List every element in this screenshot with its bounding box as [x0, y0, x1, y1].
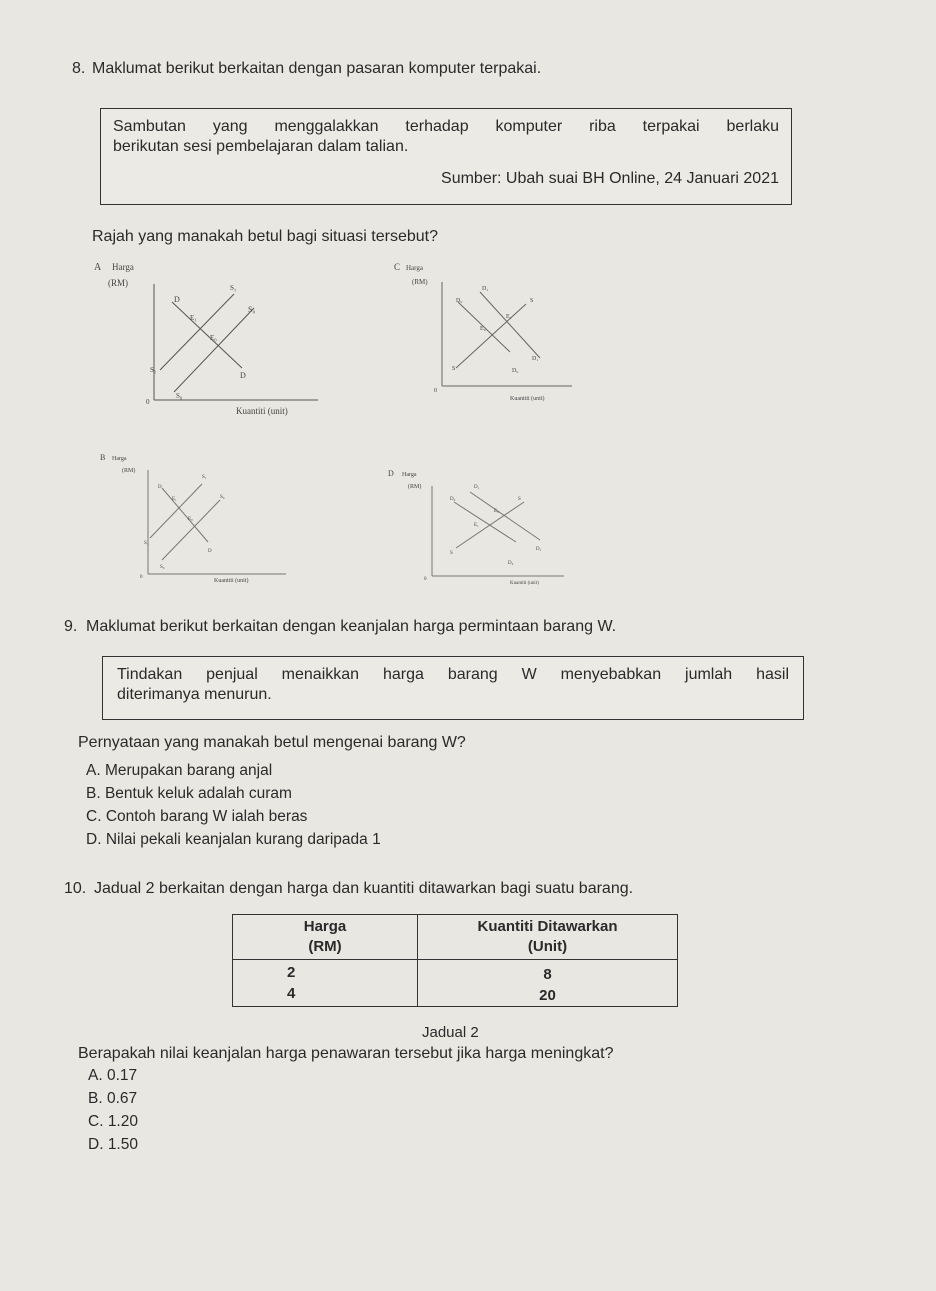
graph-a-demand-line: [172, 302, 242, 368]
graph-a: [90, 258, 330, 428]
q10-number: 10.: [64, 880, 87, 897]
q9-number: 9.: [64, 618, 78, 635]
graph-d-d0-top: D₀: [450, 497, 456, 502]
graph-d-yunit: (RM): [408, 484, 422, 490]
q9-option-letter: A.: [86, 762, 101, 779]
graph-b-ylabel: Harga: [112, 456, 127, 462]
q9-option-text: Bentuk keluk adalah curam: [104, 785, 292, 802]
graph-a-e0: E₀: [210, 334, 217, 342]
q9-box-line2: diterimanya menurun.: [117, 686, 272, 703]
q10-option-text: 1.20: [107, 1113, 138, 1130]
graph-b-s0-bottom: S₀: [160, 565, 165, 570]
q9-option-c[interactable]: [86, 808, 307, 826]
table-header-price: [233, 915, 418, 960]
graph-c-s-bottom: S: [452, 366, 456, 372]
q10-option-letter: C.: [88, 1113, 104, 1130]
graph-b-yunit: (RM): [122, 468, 136, 474]
graph-d-s-bottom: S: [450, 551, 453, 556]
q9-option-a[interactable]: [86, 762, 272, 780]
q8-box-line1: Sambutan yang menggalakkan terhadap komputer riba terpakai berlaku: [113, 118, 779, 135]
graph-c-d0-top: D₀: [456, 298, 463, 304]
graph-b-s0-top: S₀: [220, 495, 225, 500]
table-header-quantity-line1: Kuantiti Ditawarkan: [477, 918, 618, 935]
graph-a-d-bottom: D: [240, 371, 246, 380]
graph-c-d0-bottom: D₀: [512, 368, 519, 374]
q9-info-box: [102, 656, 804, 720]
graph-d-origin: 0: [424, 577, 427, 582]
graph-c-e0: E₀: [480, 326, 486, 332]
q10-question: Berapakah nilai keanjalan harga penawaran tersebut jika harga meningkat?: [78, 1045, 614, 1062]
graph-a-e1: E₁: [190, 314, 197, 322]
graph-b-s1-bottom: S₁: [144, 541, 149, 546]
table-cell-quantity: 8: [418, 960, 678, 984]
q10-option-letter: D.: [88, 1136, 104, 1153]
q10-option-letter: B.: [88, 1090, 103, 1107]
q9-option-text: Nilai pekali keanjalan kurang daripada 1: [105, 831, 381, 848]
graph-a-ylabel: Harga: [112, 262, 134, 272]
graph-d-ylabel: Harga: [402, 472, 417, 478]
graph-c-yunit: (RM): [412, 278, 428, 286]
table-header-price-line2: (RM): [308, 938, 342, 955]
table-cell-price: 4: [233, 983, 418, 1007]
graph-d-d0-bottom: D₀: [508, 561, 514, 566]
graph-b-supply1-line: [150, 484, 202, 538]
graph-a-s0-bottom: S₀: [176, 392, 183, 400]
q9-option-text: Contoh barang W ialah beras: [105, 808, 308, 825]
table-header-quantity: [418, 915, 678, 960]
q10-option-text: 0.67: [106, 1090, 138, 1107]
graph-a-d-top: D: [174, 295, 180, 304]
graph-b-xlabel: Kuantiti (unit): [214, 578, 249, 584]
graph-b-origin: 0: [140, 575, 143, 580]
graph-c-ylabel: Harga: [406, 264, 423, 272]
q9-option-letter: B.: [86, 785, 101, 802]
graph-d-d1-bottom: D₁: [536, 547, 542, 552]
graph-b-d-bottom: D: [208, 549, 212, 554]
q9-option-text: Merupakan barang anjal: [104, 762, 273, 779]
q10-table-caption: Jadual 2: [422, 1024, 479, 1041]
graph-a-origin: 0: [146, 398, 150, 406]
q10-option-text: 0.17: [106, 1067, 138, 1084]
q10-option-text: 1.50: [107, 1136, 138, 1153]
q10-stem: Jadual 2 berkaitan dengan harga dan kuantiti ditawarkan bagi suatu barang.: [94, 880, 634, 897]
table-cell-quantity: 20: [418, 983, 678, 1007]
graph-c-supply-line: [456, 304, 526, 368]
graph-b-demand-line: [162, 488, 208, 542]
table-row: [233, 960, 678, 984]
q8-source: Sumber: Ubah suai BH Online, 24 Januari 2021: [441, 170, 779, 187]
q9-option-letter: C.: [86, 808, 102, 825]
q9-stem: Maklumat berikut berkaitan dengan keanjalan harga permintaan barang W.: [86, 618, 617, 635]
q10-table: [232, 914, 678, 1007]
graph-d-letter: D: [388, 469, 394, 478]
graph-a-xlabel: Kuantiti (unit): [236, 406, 288, 416]
graph-c: [390, 258, 590, 408]
graph-c-d1-top: D₁: [482, 286, 489, 292]
graph-b-d-top: D: [158, 485, 162, 490]
q9-question: Pernyataan yang manakah betul mengenai barang W?: [78, 734, 466, 751]
graph-c-letter: C: [394, 262, 401, 272]
graph-c-origin: 0: [434, 388, 437, 394]
graph-c-e1: E₁: [506, 314, 512, 320]
graph-a-s1-top: S₁: [230, 284, 237, 292]
graph-d-demand1-line: [470, 492, 540, 540]
table-cell-price: 2: [233, 960, 418, 984]
graph-a-s1-bottom: S₁: [150, 366, 157, 374]
graph-d-s-top: S: [518, 497, 521, 502]
q8-stem: Maklumat berikut berkaitan dengan pasaran komputer terpakai.: [92, 60, 542, 77]
graph-c-d1-bottom: D₁: [532, 356, 539, 362]
q10-option-c[interactable]: [88, 1113, 138, 1131]
graph-d-d1-top: D₁: [474, 485, 480, 490]
graph-a-letter: A: [94, 262, 102, 273]
table-header-price-line1: Harga: [303, 918, 347, 935]
q10-option-b[interactable]: [88, 1090, 137, 1108]
q9-box-line1: Tindakan penjual menaikkan harga barang W menyebabkan jumlah hasil: [117, 666, 789, 683]
graph-a-s0-top: S₀: [248, 305, 256, 314]
q8-info-box: [100, 108, 792, 205]
graph-a-supply1-line: [160, 294, 234, 370]
q10-option-letter: A.: [88, 1067, 103, 1084]
q8-number: 8.: [72, 60, 86, 77]
q10-option-d[interactable]: [88, 1136, 138, 1154]
q10-option-a[interactable]: [88, 1067, 137, 1085]
q9-option-d[interactable]: [86, 831, 381, 849]
graph-b-s1-top: S₁: [202, 475, 207, 480]
graph-b-letter: B: [100, 453, 106, 462]
graph-d: [384, 460, 584, 590]
graph-b: [96, 448, 316, 588]
q9-option-letter: D.: [86, 831, 102, 848]
graph-c-s-top: S: [530, 298, 534, 304]
graph-b-e1: E₁: [172, 497, 177, 502]
graph-d-demand0-line: [454, 502, 516, 542]
graph-b-e0: E₀: [188, 517, 193, 522]
graph-d-e1: E₁: [474, 523, 479, 528]
table-header-quantity-line2: (Unit): [527, 938, 568, 955]
graph-c-xlabel: Kuantiti (unit): [510, 396, 545, 402]
graph-a-yunit: (RM): [108, 278, 128, 288]
graph-d-e0: E₀: [494, 509, 499, 514]
q9-option-b[interactable]: [86, 785, 292, 803]
q8-box-line2: berikutan sesi pembelajaran dalam talian.: [113, 138, 409, 155]
table-row: [233, 983, 678, 1007]
q8-question: Rajah yang manakah betul bagi situasi tersebut?: [92, 228, 438, 245]
graph-d-xlabel: Kuantiti (unit): [510, 581, 539, 586]
